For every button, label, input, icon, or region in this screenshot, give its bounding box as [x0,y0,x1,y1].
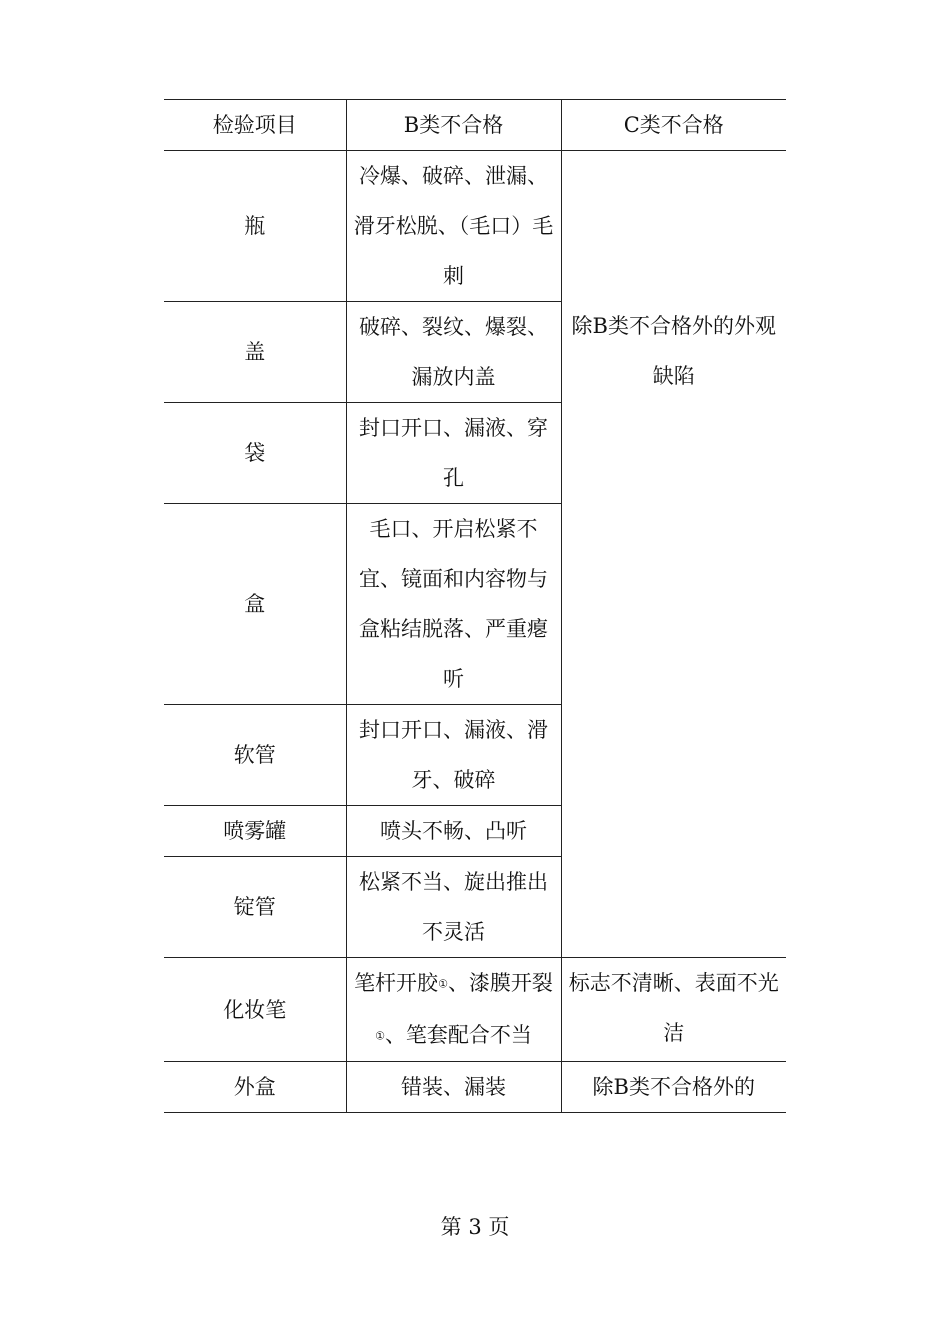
row-item: 软管 [164,705,346,806]
b-text-part: 笔杆开胶 [354,971,439,995]
header-b-defect: B类不合格 [346,100,561,151]
row-b-defect: 破碎、裂纹、爆裂、漏放内盖 [346,302,561,403]
row-b-defect: 毛口、开启松紧不宜、镜面和内容物与盒粘结脱落、严重瘪听 [346,504,561,705]
row-c-defect: 除B类不合格外的 [561,1062,786,1113]
row-item: 喷雾罐 [164,806,346,857]
merged-c-defect: 除B类不合格外的外观缺陷 [561,151,786,958]
row-b-defect: 松紧不当、旋出推出不灵活 [346,857,561,958]
page-number: 第 3 页 [440,1215,510,1239]
row-item: 化妆笔 [164,958,346,1062]
table-row [164,1062,786,1113]
header-item: 检验项目 [164,100,346,151]
row-item: 盒 [164,504,346,705]
row-item: 外盒 [164,1062,346,1113]
row-item: 盖 [164,302,346,403]
row-b-defect: 错装、漏装 [346,1062,561,1113]
row-b-defect: 封口开口、漏液、穿孔 [346,403,561,504]
row-b-defect: 封口开口、漏液、滑牙、破碎 [346,705,561,806]
footnote-marker: ① [438,977,448,991]
row-item: 瓶 [164,151,346,302]
row-b-defect [346,958,561,1062]
row-b-defect: 冷爆、破碎、泄漏、滑牙松脱、（毛口）毛刺 [346,151,561,302]
table-row [164,958,786,1062]
row-item: 锭管 [164,857,346,958]
table-row [164,151,786,302]
b-text-part: 、漆膜开裂 [447,971,553,995]
row-c-defect: 标志不清晰、表面不光洁 [561,958,786,1062]
header-c-defect: C类不合格 [561,100,786,151]
b-text-part: 、笔套配合不当 [384,1022,532,1047]
footnote-marker: ① [375,1029,385,1042]
table-header-row [164,100,786,151]
row-item: 袋 [164,403,346,504]
row-b-defect: 喷头不畅、凸听 [346,806,561,857]
inspection-table [164,99,786,1113]
